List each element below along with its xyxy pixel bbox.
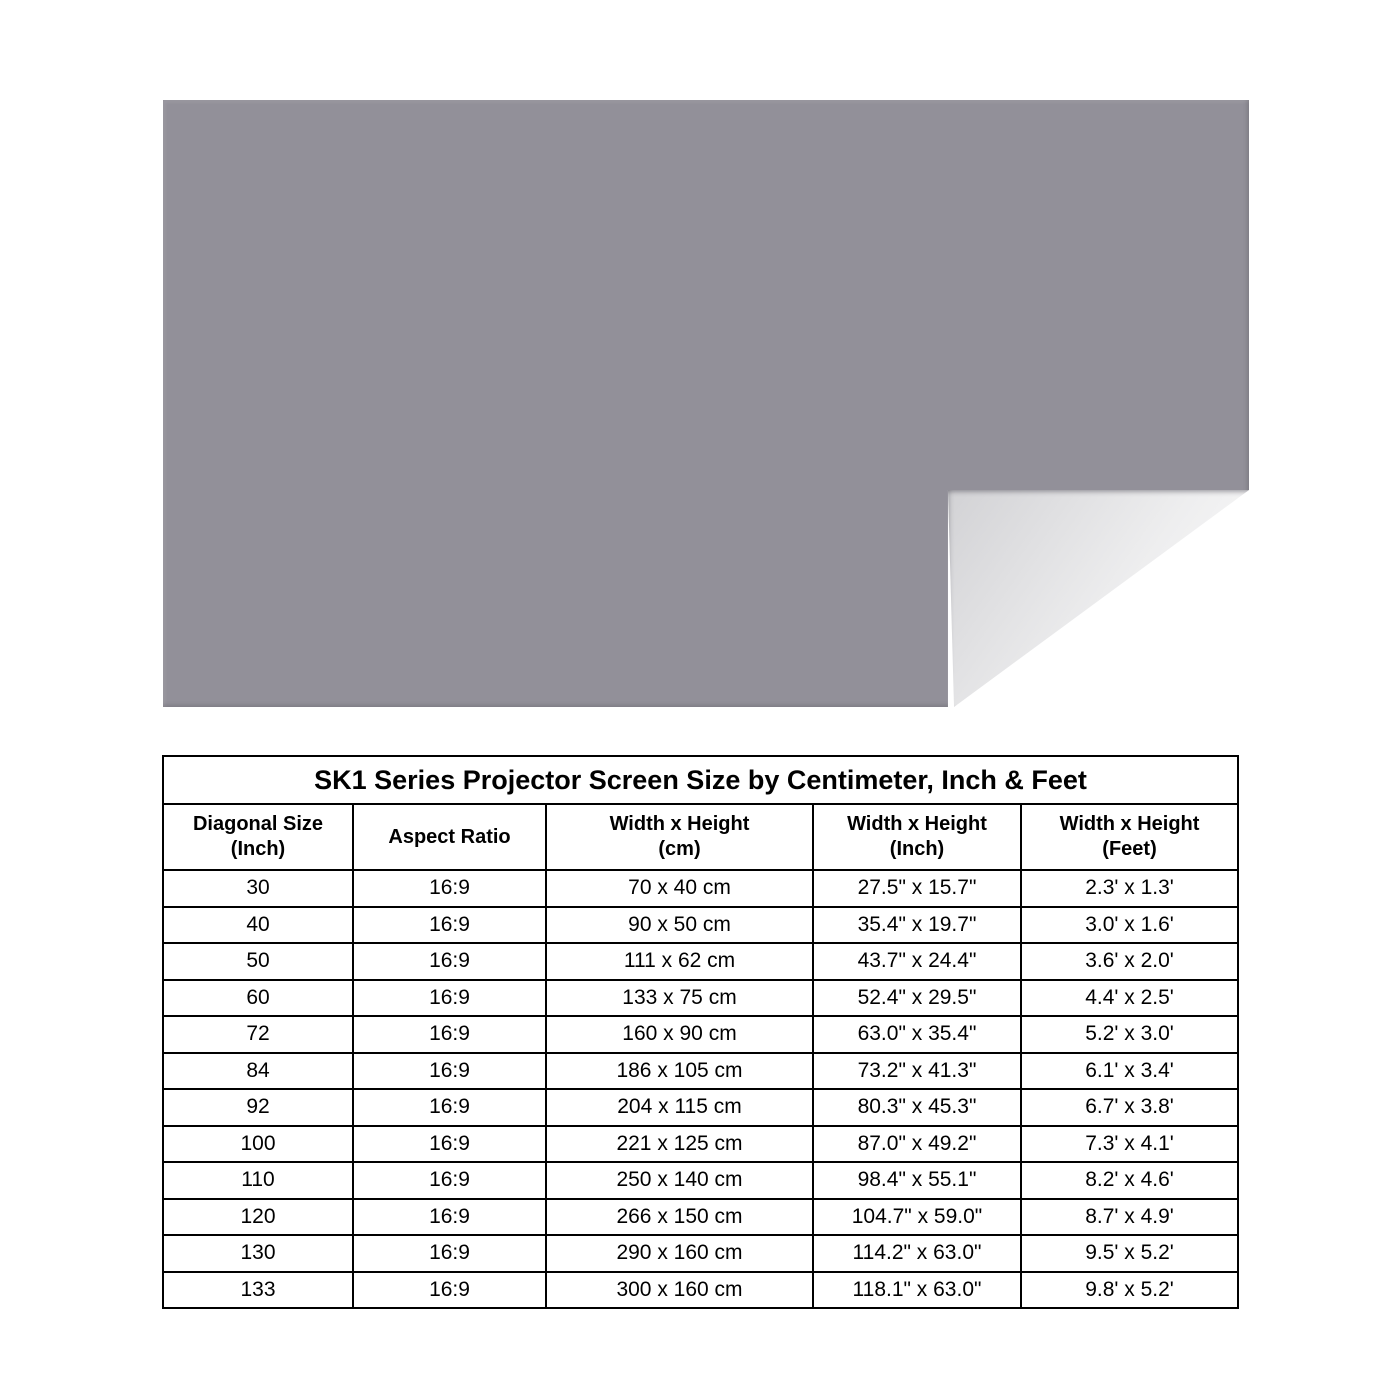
table-row [163, 1126, 1238, 1163]
table-cell: 204 x 115 cm [546, 1089, 813, 1126]
table-cell: 290 x 160 cm [546, 1235, 813, 1272]
table-row [163, 1199, 1238, 1236]
table-cell: 6.1' x 3.4' [1021, 1053, 1238, 1090]
table-row [163, 1235, 1238, 1272]
table-cell: 16:9 [353, 1235, 546, 1272]
table-cell: 35.4" x 19.7" [813, 907, 1021, 944]
table-title-row [163, 756, 1238, 804]
table-cell: 114.2" x 63.0" [813, 1235, 1021, 1272]
table-cell: 52.4" x 29.5" [813, 980, 1021, 1017]
table-cell: 250 x 140 cm [546, 1162, 813, 1199]
table-cell: 8.2' x 4.6' [1021, 1162, 1238, 1199]
table-cell: 84 [163, 1053, 353, 1090]
table-cell: 300 x 160 cm [546, 1272, 813, 1309]
table-cell: 16:9 [353, 980, 546, 1017]
table-row [163, 907, 1238, 944]
table-title: SK1 Series Projector Screen Size by Centimeter, Inch & Feet [163, 756, 1238, 804]
table-cell: 104.7" x 59.0" [813, 1199, 1021, 1236]
table-cell: 133 x 75 cm [546, 980, 813, 1017]
screen-front-surface [163, 100, 1249, 707]
table-cell: 9.8' x 5.2' [1021, 1272, 1238, 1309]
table-cell: 70 x 40 cm [546, 870, 813, 907]
table-cell: 16:9 [353, 907, 546, 944]
screen-folded-corner [948, 490, 1249, 707]
table-cell: 186 x 105 cm [546, 1053, 813, 1090]
table-cell: 8.7' x 4.9' [1021, 1199, 1238, 1236]
table-cell: 160 x 90 cm [546, 1016, 813, 1053]
table-cell: 92 [163, 1089, 353, 1126]
table-row [163, 980, 1238, 1017]
table-row [163, 1089, 1238, 1126]
table-cell: 73.2" x 41.3" [813, 1053, 1021, 1090]
table-cell: 16:9 [353, 1089, 546, 1126]
table-cell: 98.4" x 55.1" [813, 1162, 1021, 1199]
table-cell: 5.2' x 3.0' [1021, 1016, 1238, 1053]
table-cell: 16:9 [353, 1053, 546, 1090]
table-cell: 120 [163, 1199, 353, 1236]
table-cell: 27.5" x 15.7" [813, 870, 1021, 907]
table-cell: 7.3' x 4.1' [1021, 1126, 1238, 1163]
table-cell: 111 x 62 cm [546, 943, 813, 980]
screen-material-image [163, 100, 1249, 707]
table-cell: 130 [163, 1235, 353, 1272]
table-cell: 9.5' x 5.2' [1021, 1235, 1238, 1272]
table-cell: 43.7" x 24.4" [813, 943, 1021, 980]
table-cell: 16:9 [353, 1272, 546, 1309]
table-header-row [163, 804, 1238, 870]
table-cell: 87.0" x 49.2" [813, 1126, 1021, 1163]
table-row [163, 1016, 1238, 1053]
table-cell: 63.0" x 35.4" [813, 1016, 1021, 1053]
column-header: Width x Height (Feet) [1021, 804, 1238, 870]
table-cell: 16:9 [353, 943, 546, 980]
table-cell: 266 x 150 cm [546, 1199, 813, 1236]
size-table [162, 755, 1239, 1309]
table-cell: 16:9 [353, 1016, 546, 1053]
table-cell: 100 [163, 1126, 353, 1163]
table-cell: 90 x 50 cm [546, 907, 813, 944]
table-cell: 221 x 125 cm [546, 1126, 813, 1163]
table-row [163, 1162, 1238, 1199]
table-cell: 16:9 [353, 870, 546, 907]
table-cell: 60 [163, 980, 353, 1017]
table-row [163, 870, 1238, 907]
table-row [163, 943, 1238, 980]
table-cell: 2.3' x 1.3' [1021, 870, 1238, 907]
table-row [163, 1272, 1238, 1309]
column-header: Diagonal Size (Inch) [163, 804, 353, 870]
table-row [163, 1053, 1238, 1090]
table-cell: 16:9 [353, 1162, 546, 1199]
table-cell: 80.3" x 45.3" [813, 1089, 1021, 1126]
table-cell: 16:9 [353, 1126, 546, 1163]
table-cell: 50 [163, 943, 353, 980]
column-header: Aspect Ratio [353, 804, 546, 870]
table-cell: 4.4' x 2.5' [1021, 980, 1238, 1017]
table-cell: 110 [163, 1162, 353, 1199]
table-cell: 3.6' x 2.0' [1021, 943, 1238, 980]
table-cell: 3.0' x 1.6' [1021, 907, 1238, 944]
table-cell: 16:9 [353, 1199, 546, 1236]
table-cell: 30 [163, 870, 353, 907]
column-header: Width x Height (cm) [546, 804, 813, 870]
table-cell: 133 [163, 1272, 353, 1309]
table-cell: 40 [163, 907, 353, 944]
table-cell: 6.7' x 3.8' [1021, 1089, 1238, 1126]
column-header: Width x Height (Inch) [813, 804, 1021, 870]
table-cell: 118.1" x 63.0" [813, 1272, 1021, 1309]
table-cell: 72 [163, 1016, 353, 1053]
